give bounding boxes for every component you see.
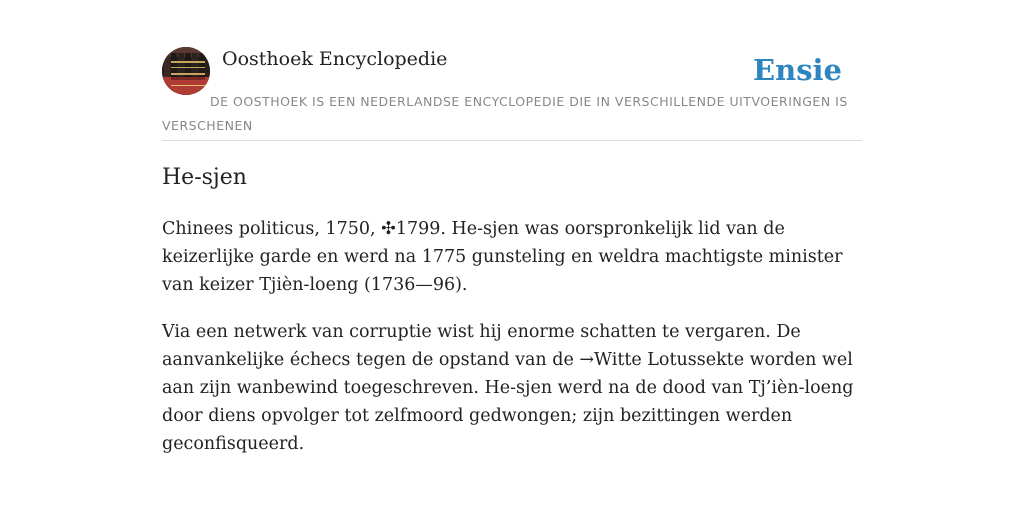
brand-logo[interactable]: Ensie xyxy=(753,53,842,87)
bookshelf-avatar-icon[interactable] xyxy=(162,47,210,95)
article-title: He-sjen xyxy=(162,165,247,190)
article xyxy=(162,160,862,458)
site-title[interactable]: Oosthoek Encyclopedie xyxy=(222,48,448,70)
paragraph-text: worden wel aan zijn wanbewind toegeschreven. He-sjen werd na de dood van Tj’ièn-loeng door diens opvolger tot zelfmoord gedwongen; zijn bezittingen werden geconfisqueerd. xyxy=(162,350,854,454)
paragraph-text: Via een netwerk van corruptie wist hij enorme schatten te vergaren. De aanvankelijke échecs tegen de opstand van de xyxy=(162,322,801,370)
site-tagline: DE OOSTHOEK IS EEN NEDERLANDSE ENCYCLOPEDIE DIE IN VERSCHILLENDE UITVOERINGEN IS VERSCHENEN xyxy=(162,94,848,133)
bookshelf-image xyxy=(162,47,210,95)
cross-reference-link[interactable]: →Witte Lotussekte xyxy=(579,350,745,370)
site-header xyxy=(162,46,862,141)
article-paragraph xyxy=(162,318,862,458)
article-paragraph: Chinees politicus, 1750, ✣1799. He-sjen was oorspronkelijk lid van de keizerlijke garde en werd na 1775 gunsteling en weldra machtigste minister van keizer Tjièn-loeng (1736—96). xyxy=(162,219,843,295)
